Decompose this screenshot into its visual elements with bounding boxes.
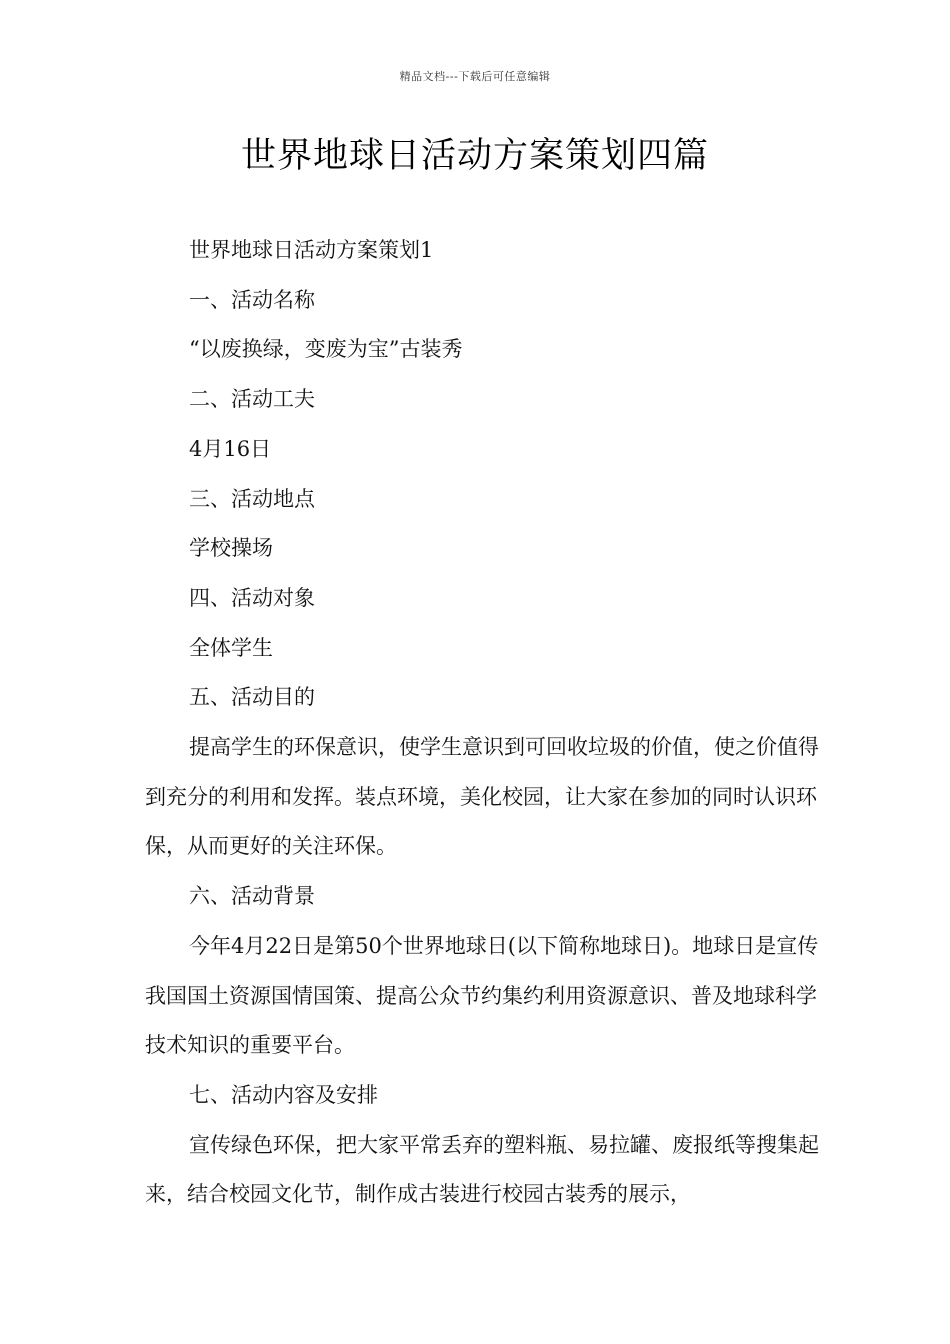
document-body bbox=[145, 226, 825, 1220]
paragraph-activity-date: 4月16日 bbox=[189, 436, 272, 461]
header-note: 精品文档---下载后可任意编辑 bbox=[399, 70, 551, 83]
paragraph-section-4-heading: 四、活动对象 bbox=[189, 585, 315, 610]
document-title: 世界地球日活动方案策划四篇 bbox=[240, 136, 709, 176]
paragraph-activity-purpose: 提高学生的环保意识，使学生意识到可回收垃圾的价值，使之价值得到充分的利用和发挥。装点环境，美化校园，让大家在参加的同时认识环保，从而更好的关注环保。 bbox=[145, 735, 819, 859]
paragraph-section-6-heading: 六、活动背景 bbox=[189, 884, 315, 909]
paragraph-plan-heading: 世界地球日活动方案策划1 bbox=[189, 238, 434, 262]
paragraph-activity-location: 学校操场 bbox=[189, 536, 273, 561]
paragraph-section-2-heading: 二、活动工夫 bbox=[189, 387, 315, 412]
paragraph-section-7-heading: 七、活动内容及安排 bbox=[189, 1082, 378, 1107]
paragraph-activity-audience: 全体学生 bbox=[189, 635, 273, 660]
paragraph-section-5-heading: 五、活动目的 bbox=[189, 685, 315, 710]
paragraph-section-3-heading: 三、活动地点 bbox=[189, 486, 315, 511]
paragraph-activity-name: “以废换绿，变废为宝”古装秀 bbox=[189, 337, 463, 362]
paragraph-section-1-heading: 一、活动名称 bbox=[189, 287, 315, 312]
paragraph-activity-background: 今年4月22日是第50个世界地球日(以下简称地球日)。地球日是宣传我国国土资源国情国策、提高公众节约集约利用资源意识、普及地球科学技术知识的重要平台。 bbox=[145, 933, 819, 1058]
paragraph-activity-content: 宣传绿色环保，把大家平常丢弃的塑料瓶、易拉罐、废报纸等搜集起来，结合校园文化节，制作成古装进行校园古装秀的展示， bbox=[145, 1132, 819, 1207]
